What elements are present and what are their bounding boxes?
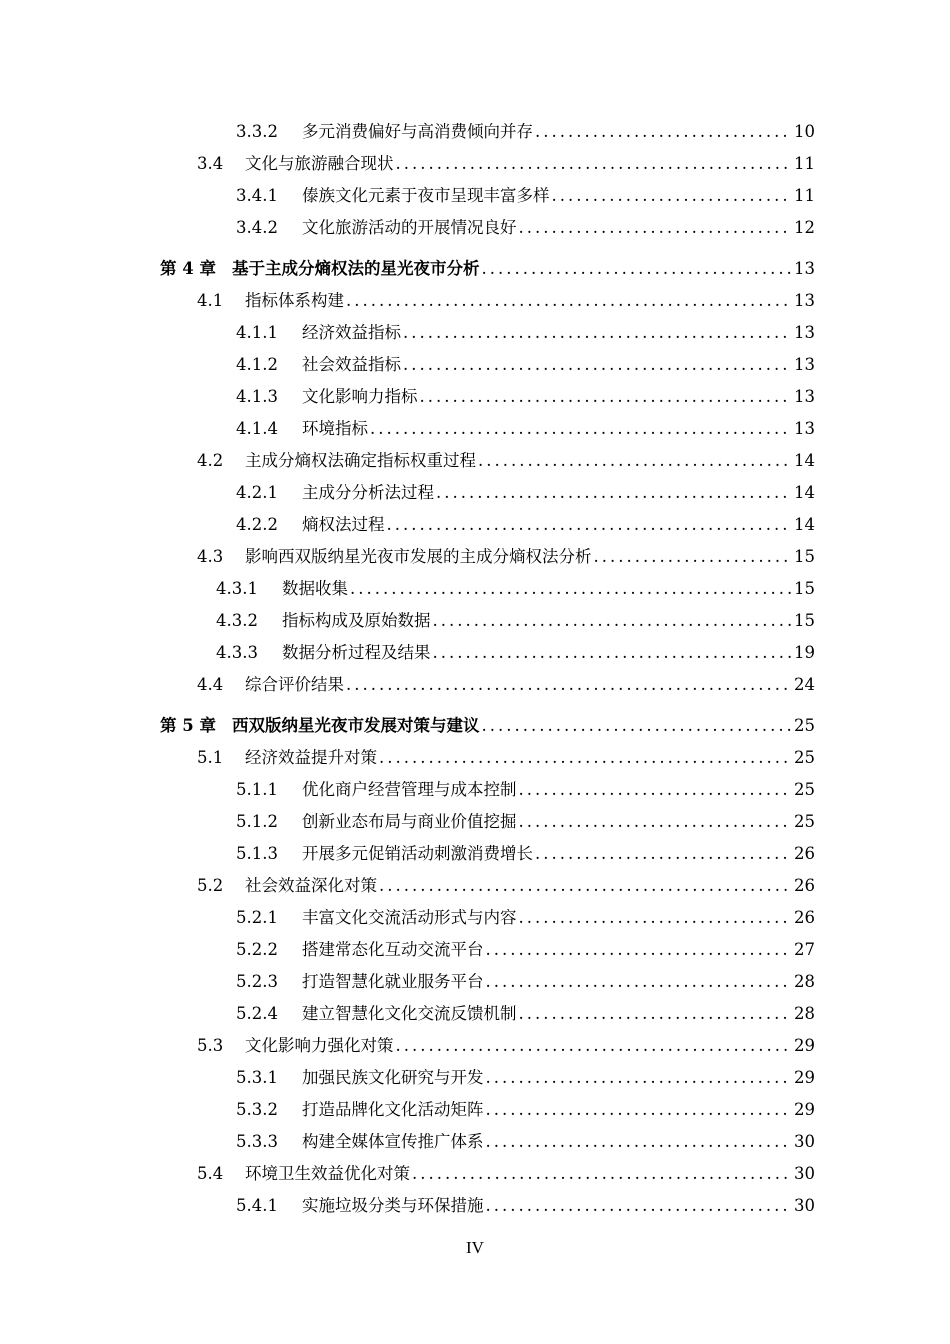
toc-entry-title: 基于主成分熵权法的星光夜市分析 bbox=[232, 259, 480, 278]
toc-dot-leader bbox=[379, 871, 792, 901]
toc-entry-page: 24 bbox=[794, 675, 815, 694]
toc-dot-leader bbox=[403, 350, 792, 380]
toc-dot-leader bbox=[519, 775, 793, 805]
toc-dot-leader bbox=[594, 542, 793, 572]
toc-entry[interactable] bbox=[197, 286, 815, 316]
toc-entry-title: 创新业态布局与商业价值挖掘 bbox=[302, 812, 517, 831]
toc-entry-title: 数据分析过程及结果 bbox=[282, 643, 431, 662]
toc-entry[interactable] bbox=[197, 743, 815, 773]
toc-entry-number: 3.3.2 bbox=[236, 122, 278, 141]
toc-entry-number: 3.4.1 bbox=[236, 186, 278, 205]
toc-entry[interactable] bbox=[236, 1127, 815, 1157]
toc-entry[interactable] bbox=[216, 606, 815, 636]
toc-entry-page: 13 bbox=[794, 323, 815, 342]
toc-entry-number: 第 4 章 bbox=[160, 259, 216, 278]
toc-dot-leader bbox=[436, 478, 792, 508]
toc-entry-number: 4.1.1 bbox=[236, 323, 278, 342]
toc-dot-leader bbox=[535, 839, 792, 869]
toc-entry-page: 26 bbox=[794, 908, 815, 927]
toc-entry-number: 4.3.2 bbox=[216, 611, 258, 630]
toc-entry-page: 29 bbox=[794, 1068, 815, 1087]
page-number: IV bbox=[466, 1238, 484, 1257]
toc-entry-title: 丰富文化交流活动形式与内容 bbox=[302, 908, 517, 927]
toc-entry-page: 15 bbox=[794, 579, 815, 598]
toc-entry-page: 13 bbox=[794, 419, 815, 438]
toc-entry[interactable] bbox=[197, 446, 815, 476]
toc-entry[interactable] bbox=[236, 181, 815, 211]
toc-entry[interactable] bbox=[197, 1159, 815, 1189]
toc-entry-page: 13 bbox=[794, 259, 815, 278]
toc-entry-title: 社会效益深化对策 bbox=[245, 876, 377, 895]
toc-entry-number: 4.1.4 bbox=[236, 419, 278, 438]
toc-entry-page: 10 bbox=[794, 122, 815, 141]
toc-dot-leader bbox=[519, 807, 793, 837]
toc-dot-leader bbox=[535, 117, 792, 147]
toc-entry-page: 29 bbox=[794, 1036, 815, 1055]
toc-entry[interactable] bbox=[236, 839, 815, 869]
toc-dot-leader bbox=[486, 1191, 793, 1221]
toc-entry[interactable] bbox=[236, 1191, 815, 1221]
toc-chapter-entry[interactable] bbox=[160, 711, 815, 741]
toc-dot-leader bbox=[396, 149, 793, 179]
toc-dot-leader bbox=[478, 446, 792, 476]
toc-entry-number: 4.2.1 bbox=[236, 483, 278, 502]
toc-entry-title: 经济效益提升对策 bbox=[245, 748, 377, 767]
toc-entry-page: 30 bbox=[794, 1164, 815, 1183]
toc-dot-leader bbox=[403, 318, 792, 348]
toc-chapter-entry[interactable] bbox=[160, 254, 815, 284]
toc-dot-leader bbox=[350, 574, 792, 604]
toc-entry-number: 5.2.2 bbox=[236, 940, 278, 959]
toc-entry-page: 13 bbox=[794, 355, 815, 374]
toc-entry[interactable] bbox=[236, 775, 815, 805]
toc-entry[interactable] bbox=[216, 574, 815, 604]
toc-entry-page: 14 bbox=[794, 515, 815, 534]
toc-entry-page: 11 bbox=[794, 154, 815, 173]
toc-dot-leader bbox=[412, 1159, 792, 1189]
toc-entry-title: 西双版纳星光夜市发展对策与建议 bbox=[232, 716, 480, 735]
toc-entry-number: 第 5 章 bbox=[160, 716, 216, 735]
toc-dot-leader bbox=[519, 213, 793, 243]
toc-entry-number: 5.4 bbox=[197, 1164, 224, 1183]
toc-entry[interactable] bbox=[236, 807, 815, 837]
toc-entry[interactable] bbox=[236, 350, 815, 380]
toc-entry[interactable] bbox=[236, 903, 815, 933]
toc-entry-title: 文化影响力强化对策 bbox=[245, 1036, 394, 1055]
toc-entry-page: 30 bbox=[794, 1132, 815, 1151]
toc-entry-title: 文化与旅游融合现状 bbox=[245, 154, 394, 173]
toc-entry-title: 加强民族文化研究与开发 bbox=[302, 1068, 484, 1087]
toc-entry[interactable] bbox=[197, 670, 815, 700]
toc-entry-number: 3.4 bbox=[197, 154, 224, 173]
toc-entry[interactable] bbox=[197, 542, 815, 572]
toc-entry-number: 5.2 bbox=[197, 876, 224, 895]
toc-dot-leader bbox=[420, 382, 793, 412]
toc-entry-title: 打造智慧化就业服务平台 bbox=[302, 972, 484, 991]
toc-entry-number: 4.1.2 bbox=[236, 355, 278, 374]
toc-entry-page: 25 bbox=[794, 748, 815, 767]
toc-entry-number: 5.3.2 bbox=[236, 1100, 278, 1119]
toc-entry[interactable] bbox=[236, 414, 815, 444]
toc-dot-leader bbox=[482, 254, 793, 284]
toc-entry-title: 文化旅游活动的开展情况良好 bbox=[302, 218, 517, 237]
toc-entry-title: 多元消费偏好与高消费倾向并存 bbox=[302, 122, 533, 141]
toc-entry-page: 14 bbox=[794, 483, 815, 502]
toc-entry-title: 建立智慧化文化交流反馈机制 bbox=[302, 1004, 517, 1023]
toc-dot-leader bbox=[486, 935, 793, 965]
toc-entry-number: 3.4.2 bbox=[236, 218, 278, 237]
toc-entry-page: 25 bbox=[794, 716, 815, 735]
toc-dot-leader bbox=[346, 670, 792, 700]
toc-entry-number: 4.1.3 bbox=[236, 387, 278, 406]
toc-entry[interactable] bbox=[236, 967, 815, 997]
toc-entry-title: 社会效益指标 bbox=[302, 355, 401, 374]
toc-entry-page: 25 bbox=[794, 812, 815, 831]
toc-entry-number: 5.1 bbox=[197, 748, 224, 767]
toc-entry-page: 15 bbox=[794, 611, 815, 630]
toc-dot-leader bbox=[552, 181, 793, 211]
toc-entry-number: 4.4 bbox=[197, 675, 224, 694]
toc-dot-leader bbox=[346, 286, 792, 316]
toc-entry-number: 5.3.3 bbox=[236, 1132, 278, 1151]
toc-entry-page: 25 bbox=[794, 780, 815, 799]
toc-entry-title: 搭建常态化互动交流平台 bbox=[302, 940, 484, 959]
toc-dot-leader bbox=[433, 638, 793, 668]
toc-dot-leader bbox=[370, 414, 792, 444]
toc-entry-title: 经济效益指标 bbox=[302, 323, 401, 342]
toc-entry-title: 文化影响力指标 bbox=[302, 387, 418, 406]
toc-entry[interactable] bbox=[236, 999, 815, 1029]
toc-entry-page: 29 bbox=[794, 1100, 815, 1119]
toc-entry-page: 13 bbox=[794, 291, 815, 310]
toc-entry-number: 4.2.2 bbox=[236, 515, 278, 534]
toc-entry-title: 数据收集 bbox=[282, 579, 348, 598]
toc-entry-number: 5.2.4 bbox=[236, 1004, 278, 1023]
toc-dot-leader bbox=[519, 903, 793, 933]
toc-entry-title: 打造品牌化文化活动矩阵 bbox=[302, 1100, 484, 1119]
toc-entry-title: 环境卫生效益优化对策 bbox=[245, 1164, 410, 1183]
toc-entry-title: 主成分熵权法确定指标权重过程 bbox=[245, 451, 476, 470]
toc-dot-leader bbox=[396, 1031, 793, 1061]
toc-entry[interactable] bbox=[236, 478, 815, 508]
toc-entry[interactable] bbox=[236, 1063, 815, 1093]
toc-entry-number: 5.1.2 bbox=[236, 812, 278, 831]
toc-dot-leader bbox=[486, 1127, 793, 1157]
toc-entry-title: 综合评价结果 bbox=[245, 675, 344, 694]
toc-entry-page: 15 bbox=[794, 547, 815, 566]
toc-entry-title: 指标构成及原始数据 bbox=[282, 611, 431, 630]
toc-entry[interactable] bbox=[197, 1031, 815, 1061]
toc-entry-page: 27 bbox=[794, 940, 815, 959]
toc-entry-number: 4.3.1 bbox=[216, 579, 258, 598]
toc-entry-number: 5.1.1 bbox=[236, 780, 278, 799]
toc-entry-title: 开展多元促销活动刺激消费增长 bbox=[302, 844, 533, 863]
toc-dot-leader bbox=[486, 1063, 793, 1093]
toc-entry-title: 构建全媒体宣传推广体系 bbox=[302, 1132, 484, 1151]
toc-entry-title: 熵权法过程 bbox=[302, 515, 385, 534]
toc-entry[interactable] bbox=[236, 1095, 815, 1125]
toc-entry[interactable] bbox=[216, 638, 815, 668]
toc-entry[interactable] bbox=[197, 149, 815, 179]
toc-entry-number: 5.4.1 bbox=[236, 1196, 278, 1215]
toc-entry[interactable] bbox=[236, 213, 815, 243]
toc-dot-leader bbox=[486, 1095, 793, 1125]
toc-entry-title: 影响西双版纳星光夜市发展的主成分熵权法分析 bbox=[245, 547, 592, 566]
toc-entry-title: 优化商户经营管理与成本控制 bbox=[302, 780, 517, 799]
toc-entry-number: 4.3.3 bbox=[216, 643, 258, 662]
toc-dot-leader bbox=[387, 510, 793, 540]
toc-entry[interactable] bbox=[236, 318, 815, 348]
toc-entry-number: 5.3 bbox=[197, 1036, 224, 1055]
toc-entry-page: 12 bbox=[794, 218, 815, 237]
toc-entry-number: 5.3.1 bbox=[236, 1068, 278, 1087]
toc-entry[interactable] bbox=[236, 117, 815, 147]
toc-entry[interactable] bbox=[236, 935, 815, 965]
toc-entry-number: 5.2.3 bbox=[236, 972, 278, 991]
toc-entry-page: 30 bbox=[794, 1196, 815, 1215]
toc-entry-page: 26 bbox=[794, 876, 815, 895]
toc-entry-title: 指标体系构建 bbox=[245, 291, 344, 310]
toc-entry-title: 傣族文化元素于夜市呈现丰富多样 bbox=[302, 186, 550, 205]
toc-entry-title: 主成分分析法过程 bbox=[302, 483, 434, 502]
toc-dot-leader bbox=[482, 711, 793, 741]
toc-entry-number: 4.2 bbox=[197, 451, 224, 470]
toc-entry-number: 5.2.1 bbox=[236, 908, 278, 927]
toc-entry-number: 4.1 bbox=[197, 291, 224, 310]
toc-entry[interactable] bbox=[236, 382, 815, 412]
toc-entry-number: 4.3 bbox=[197, 547, 224, 566]
toc-entry[interactable] bbox=[197, 871, 815, 901]
toc-entry-title: 实施垃圾分类与环保措施 bbox=[302, 1196, 484, 1215]
toc-dot-leader bbox=[379, 743, 792, 773]
toc-entry-page: 11 bbox=[794, 186, 815, 205]
toc-entry-page: 13 bbox=[794, 387, 815, 406]
toc-entry-number: 5.1.3 bbox=[236, 844, 278, 863]
toc-entry-page: 19 bbox=[794, 643, 815, 662]
toc-dot-leader bbox=[433, 606, 793, 636]
toc-dot-leader bbox=[519, 999, 793, 1029]
toc-dot-leader bbox=[486, 967, 793, 997]
toc-entry[interactable] bbox=[236, 510, 815, 540]
toc-entry-page: 28 bbox=[794, 972, 815, 991]
toc-entry-page: 26 bbox=[794, 844, 815, 863]
toc-entry-page: 28 bbox=[794, 1004, 815, 1023]
toc-entry-title: 环境指标 bbox=[302, 419, 368, 438]
toc-entry-page: 14 bbox=[794, 451, 815, 470]
